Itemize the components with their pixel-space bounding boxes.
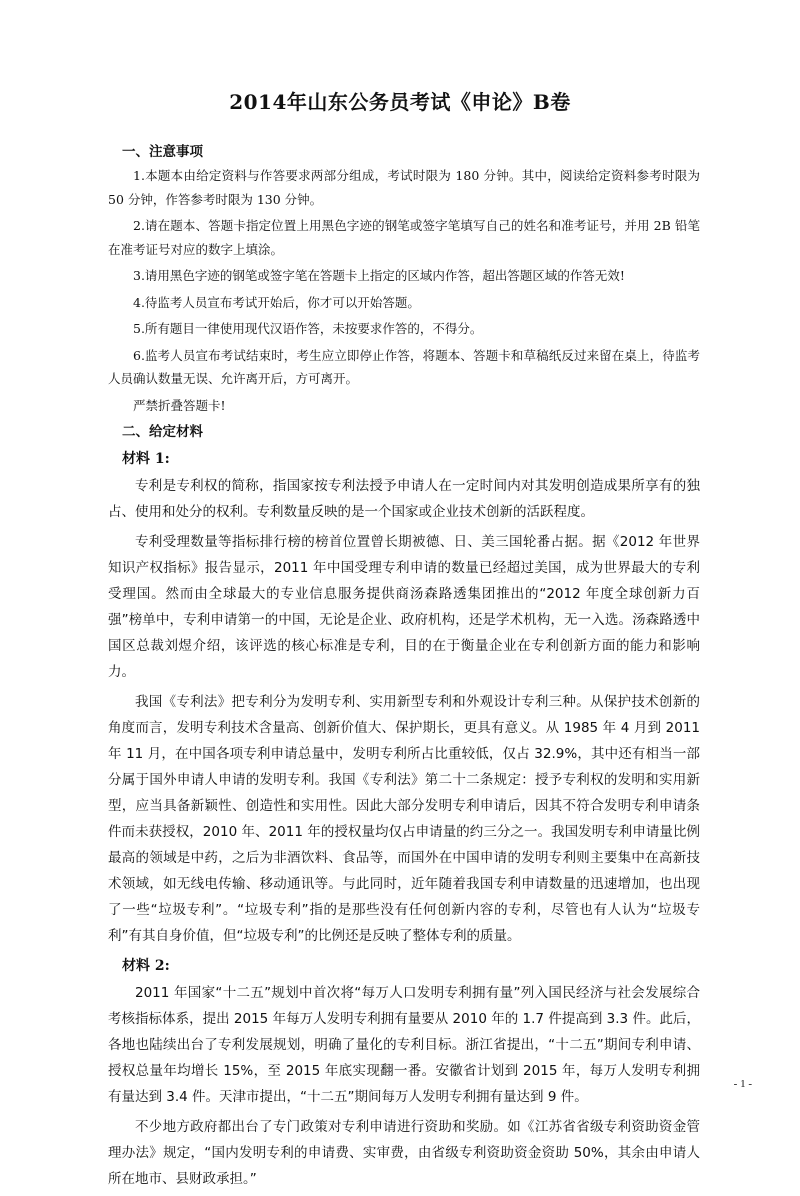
material-2-label: 材料 2: (122, 958, 170, 974)
material-paragraph: 我国《专利法》把专利分为发明专利、实用新型专利和外观设计专利三种。从保护技术创新的角度而言，发明专利技术含量高、创新价值大、保护期长，更具有意义。从 1985 年 4 月到 2011 年 11 月，在中国各项专利申请总量中，发明专利所占比重较低，仅占 32.9%，其中还有相当一部分属于国外申请人申请的发明专利。我国《专利法》第二十二条规定：授予专利权的发明和实用新型，应当具备新颖性、创造性和实用性。因此大部分发明专利申请后，因其不符合发明专利申请条件而未获授权，2010 年、2011 年的授权量均仅占申请量的约三分之一。我国发明专利申请量比例最高的领域是中药，之后为非酒饮料、食品等，而国外在中国申请的发明专利则主要集中在高新技术领域，如无线电传输、移动通讯等。与此同时，近年随着我国专利申请数量的迅速增加，也出现了一些“垃圾专利”。“垃圾专利”指的是那些没有任何创新内容的专利，尽管也有人认为“垃圾专利”有其自身价值，但“垃圾专利”的比例还是反映了整体专利的质量。 (108, 694, 700, 944)
material-paragraph: 不少地方政府都出台了专门政策对专利申请进行资助和奖励。如《江苏省省级专利资助资金管理办法》规定，“国内发明专利的申请费、实审费，由省级专利资助资金资助 50%，其余由申请人所在地市、县财政承担。” (108, 1119, 700, 1187)
material-paragraph: 专利受理数量等指标排行榜的榜首位置曾长期被德、日、美三国轮番占据。据《2012 年世界知识产权指标》报告显示，2011 年中国受理专利申请的数量已经超过美国，成为世界最大的专利受理国。然而由全球最大的专业信息服务提供商汤森路透集团推出的“2012 年度全球创新力百强”榜单中，专利申请第一的中国，无论是企业、政府机构，还是学术机构，无一入选。汤森路透中国区总裁刘煜介绍，该评选的核心标准是专利，目的在于衡量企业在专利创新方面的能力和影响力。 (108, 534, 700, 680)
note-item: 3.请用黑色字迹的钢笔或签字笔在答题卡上指定的区域内作答，超出答题区域的作答无效! (133, 268, 625, 283)
note-item: 2.请在题本、答题卡指定位置上用黑色字迹的钢笔或签字笔填写自己的姓名和准考证号，并用 2B 铅笔在准考证号对应的数字上填涂。 (108, 218, 700, 257)
note-item: 1.本题本由给定资料与作答要求两部分组成，考试时限为 180 分钟。其中，阅读给定资料参考时限为 50 分钟，作答参考时限为 130 分钟。 (108, 168, 700, 207)
material-paragraph: 2011 年国家“十二五”规划中首次将“每万人口发明专利拥有量”列入国民经济与社会发展综合考核指标体系，提出 2015 年每万人发明专利拥有量要从 2010 年的 1.7 件提高到 3.3 件。此后，各地也陆续出台了专利发展规划，明确了量化的专利目标。浙江省提出，“十二五”期间专利申请、授权总量年均增长 15%，至 2015 年底实现翻一番。安徽省计划到 2015 年，每万人发明专利拥有量达到 3.4 件。天津市提出，“十二五”期间每万人发明专利拥有量达到 9 件。 (108, 985, 700, 1105)
document-title: 2014年山东公务员考试《申论》B卷 (229, 90, 571, 114)
section-heading-materials: 二、给定材料 (122, 424, 203, 440)
note-item: 6.监考人员宣布考试结束时，考生应立即停止作答，将题本、答题卡和草稿纸反过来留在桌上，待监考人员确认数量无误、允许离开后，方可离开。 (108, 347, 700, 386)
material-paragraph: 专利是专利权的简称，指国家按专利法授予申请人在一定时间内对其发明创造成果所享有的独占、使用和处分的权利。专利数量反映的是一个国家或企业技术创新的活跃程度。 (108, 478, 700, 520)
note-item: 严禁折叠答题卡! (133, 397, 226, 413)
note-item: 4.待监考人员宣布考试开始后，你才可以开始答题。 (133, 294, 420, 310)
page-number: - 1 - (733, 1078, 752, 1090)
material-1-label: 材料 1: (122, 451, 170, 467)
note-item: 5.所有题目一律使用现代汉语作答，未按要求作答的，不得分。 (133, 321, 483, 336)
section-heading-notes: 一、注意事项 (122, 144, 203, 160)
document-body (108, 140, 700, 1196)
